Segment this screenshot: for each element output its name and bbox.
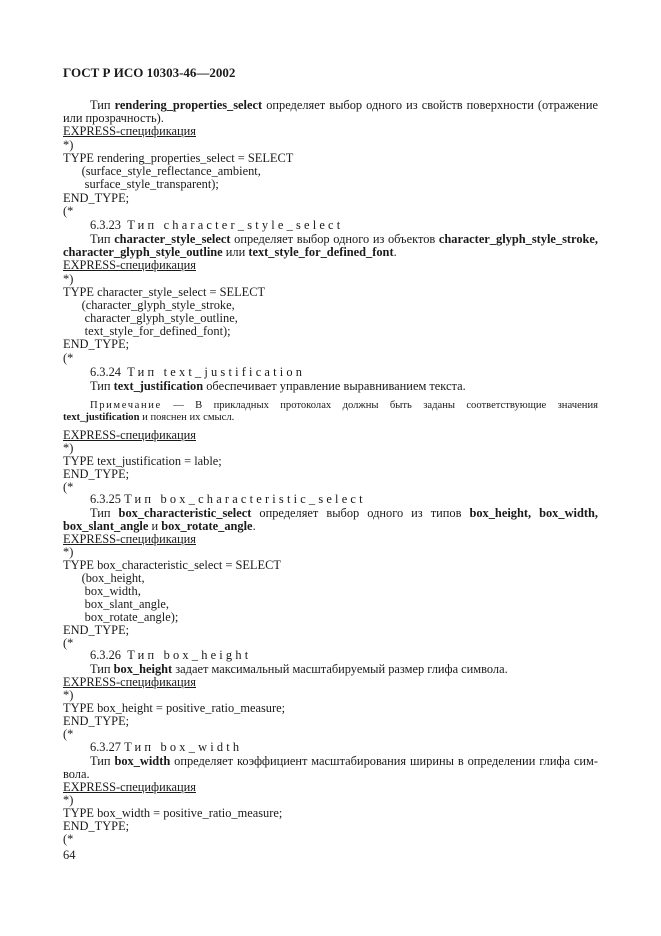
section-heading-6-3-25: 6.3.25 Тип box_characteristic_select [90,492,366,506]
code-line: (box_height, [63,571,145,585]
code-line: *) [63,272,74,286]
paragraph-text-justification: Тип text_justification обеспечивает управление выравниванием текста. [90,379,466,393]
section-heading-6-3-23: 6.3.23 Тип character_style_select [90,218,344,232]
code-line: END_TYPE; [63,819,130,833]
type-name: box_height [113,662,173,676]
code-line: box_rotate_angle); [63,610,179,624]
express-spec-label: EXPRESS-спецификация [63,780,196,794]
code-line: *) [63,441,74,455]
paragraph-continuation: box_slant_angle и box_rotate_angle. [63,519,256,533]
section-heading-6-3-24: 6.3.24 Тип text_justification [90,365,306,379]
code-line: surface_style_transparent); [63,177,219,191]
paragraph-character-style-select: Тип character_style_select определяет выбор одного из объектов character_glyph_style_stroke, [90,232,599,246]
code-line: (surface_style_reflectance_ambient, [63,164,261,178]
express-spec-label: EXPRESS-спецификация [63,258,196,272]
code-line: character_glyph_style_outline, [63,311,238,325]
paragraph-continuation: или прозрачность). [63,111,164,125]
note-text-justification: Примечание — В прикладных протоколах должны быть заданы соответствующие значения [90,400,598,411]
code-line: box_slant_angle, [63,597,169,611]
paragraph-box-characteristic-select: Тип box_characteristic_select определяет выбор одного из типов box_height, box_width, [90,506,598,520]
section-heading-6-3-27: 6.3.27 Тип box_width [90,740,243,754]
code-line: END_TYPE; [63,714,130,728]
paragraph-rendering-properties-select: Тип rendering_properties_select определяет выбор одного из свойств поверхности (отражение [90,98,598,112]
code-line: TYPE text_justification = lable; [63,454,222,468]
document-header: ГОСТ Р ИСО 10303-46—2002 [63,65,236,80]
code-line: *) [63,138,74,152]
code-line: END_TYPE; [63,623,130,637]
code-line: (* [63,351,74,365]
code-line: TYPE box_width = positive_ratio_measure; [63,806,283,820]
code-line: (* [63,832,74,846]
code-line: END_TYPE; [63,191,130,205]
express-spec-label: EXPRESS-спецификация [63,124,196,138]
paragraph-continuation: character_glyph_style_outline или text_style_for_defined_font. [63,245,397,259]
section-heading-6-3-26: 6.3.26 Тип box_height [90,648,252,662]
code-line: (* [63,727,74,741]
code-line: END_TYPE; [63,467,130,481]
type-name: box_width [114,754,171,768]
code-line: TYPE character_style_select = SELECT [63,285,266,299]
code-line: box_width, [63,584,141,598]
code-line: *) [63,688,74,702]
type-name: text_justification [113,379,204,393]
code-line: *) [63,793,74,807]
express-spec-label: EXPRESS-спецификация [63,675,196,689]
paragraph-box-width: Тип box_width определяет коэффициент масштабирования ширины в определении глифа сим- [90,754,598,768]
code-line: TYPE rendering_properties_select = SELECT [63,151,294,165]
code-line: (character_glyph_style_stroke, [63,298,235,312]
type-name: rendering_properties_select [114,98,263,112]
express-spec-label: EXPRESS-спецификация [63,532,196,546]
code-line: TYPE box_height = positive_ratio_measure; [63,701,286,715]
code-line: *) [63,545,74,559]
page-number: 64 [63,848,76,862]
code-line: TYPE box_characteristic_select = SELECT [63,558,281,572]
code-line: END_TYPE; [63,337,130,351]
code-line: text_style_for_defined_font); [63,324,231,338]
express-spec-label: EXPRESS-спецификация [63,428,196,442]
note-continuation: text_justification и пояснен их смысл. [63,412,235,423]
code-line: (* [63,204,74,218]
paragraph-box-height: Тип box_height задает максимальный масштабируемый размер глифа символа. [90,662,508,676]
type-name: box_characteristic_select [118,506,252,520]
code-line: (* [63,636,74,650]
paragraph-continuation: вола. [63,767,90,781]
type-name: character_style_select [114,232,231,246]
code-line: (* [63,480,74,494]
